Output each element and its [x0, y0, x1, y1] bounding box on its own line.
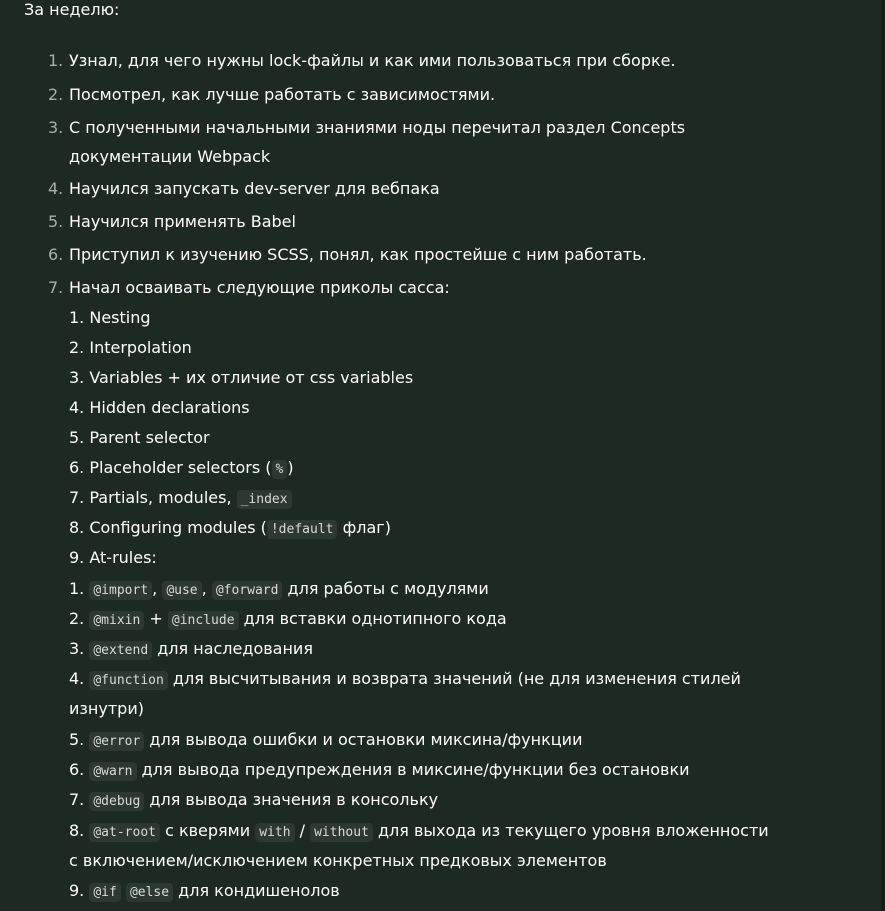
sass-item-text: 9. At-rules:: [69, 548, 157, 567]
text: +: [144, 609, 168, 628]
text: ,: [152, 579, 163, 598]
text: 1.: [69, 579, 90, 598]
atrule-text: [69, 785, 438, 817]
inline-code: without: [310, 823, 373, 842]
sass-item-text: 4. Hidden declarations: [69, 398, 250, 417]
list-text: Посмотрел, как лучше работать с зависимостями.: [69, 85, 496, 104]
text: 7. Partials, modules,: [69, 488, 237, 507]
list-number: 1.: [48, 51, 64, 70]
text: 4.: [69, 669, 90, 688]
list-text: С полученными начальными знаниями ноды перечитал раздел Concepts: [69, 118, 686, 137]
inline-code: with: [255, 823, 294, 842]
list-number: 6.: [48, 245, 64, 264]
text: 8. Configuring modules (: [69, 518, 267, 537]
sass-item-text: 3. Variables + их отличие от css variables: [69, 368, 414, 387]
atrule-text: [69, 634, 313, 666]
list-number: 5.: [48, 212, 64, 231]
text: ): [287, 458, 294, 477]
inline-code: @if: [89, 883, 120, 902]
heading: За неделю:: [24, 0, 120, 19]
text: для работы с модулями: [282, 579, 489, 598]
atrule-text: изнутри): [69, 699, 144, 718]
atrule-text: [69, 574, 489, 606]
inline-code: _index: [237, 490, 292, 509]
list-number: 2.: [48, 85, 64, 104]
list-text: Научился применять Babel: [69, 212, 296, 231]
text: флаг): [337, 518, 391, 537]
text: для высчитывания и возврата значений (не для изменения стилей: [167, 669, 741, 688]
atrule-text: [69, 604, 507, 636]
sass-item-text: [69, 483, 292, 515]
atrule-text: [69, 664, 741, 696]
atrule-text: [69, 876, 340, 908]
text: 9.: [69, 881, 90, 900]
inline-code: @debug: [89, 792, 144, 811]
sass-item-text: 5. Parent selector: [69, 428, 210, 447]
text: 2.: [69, 609, 90, 628]
text: 6. Placeholder selectors (: [69, 458, 272, 477]
inline-code: @else: [126, 883, 173, 902]
text: /: [294, 821, 311, 840]
list-text: Начал осваивать следующие приколы сасса:: [69, 278, 450, 297]
inline-code: @warn: [89, 762, 136, 781]
inline-code: @extend: [89, 641, 152, 660]
text: с кверями: [159, 821, 256, 840]
atrule-text: [69, 816, 769, 848]
list-text: документации Webpack: [69, 147, 271, 166]
inline-code: @import: [89, 581, 152, 600]
list-text: Приступил к изучению SCSS, понял, как простейше с ним работать.: [69, 245, 647, 264]
inline-code: @forward: [212, 581, 283, 600]
inline-code: @function: [89, 671, 167, 690]
text: 8.: [69, 821, 90, 840]
inline-code: @include: [168, 611, 239, 630]
text: для вставки однотипного кода: [238, 609, 507, 628]
sass-item-text: [69, 453, 294, 485]
sass-item-text: 1. Nesting: [69, 308, 151, 327]
inline-code: @error: [89, 732, 144, 751]
text: 7.: [69, 790, 90, 809]
text: 6.: [69, 760, 90, 779]
inline-code: @mixin: [89, 611, 144, 630]
inline-code: @at-root: [89, 823, 160, 842]
list-text: Узнал, для чего нужны lock-файлы и как ими пользоваться при сборке.: [69, 51, 676, 70]
text: для вывода ошибки и остановки миксина/функции: [144, 730, 583, 749]
text: 5.: [69, 730, 90, 749]
text: для наследования: [152, 639, 313, 658]
text: для вывода предупреждения в миксине/функции без остановки: [136, 760, 690, 779]
sass-item-text: [69, 513, 391, 545]
text: для кондишенолов: [173, 881, 340, 900]
text: 3.: [69, 639, 90, 658]
text: для выхода из текущего уровня вложенности: [372, 821, 769, 840]
inline-code: !default: [267, 520, 338, 539]
atrule-text: [69, 755, 690, 787]
text: для вывода значения в консольку: [144, 790, 439, 809]
atrule-text: с включением/исключением конкретных предковых элементов: [69, 851, 607, 870]
sass-item-text: 2. Interpolation: [69, 338, 192, 357]
list-text: Научился запускать dev-server для вебпака: [69, 179, 440, 198]
list-number: 4.: [48, 179, 64, 198]
text: ,: [201, 579, 212, 598]
right-edge-divider: [881, 0, 885, 911]
inline-code: @use: [162, 581, 201, 600]
atrule-text: [69, 725, 582, 757]
list-number: 7.: [48, 278, 64, 297]
inline-code: %: [272, 460, 288, 479]
list-number: 3.: [48, 118, 64, 137]
